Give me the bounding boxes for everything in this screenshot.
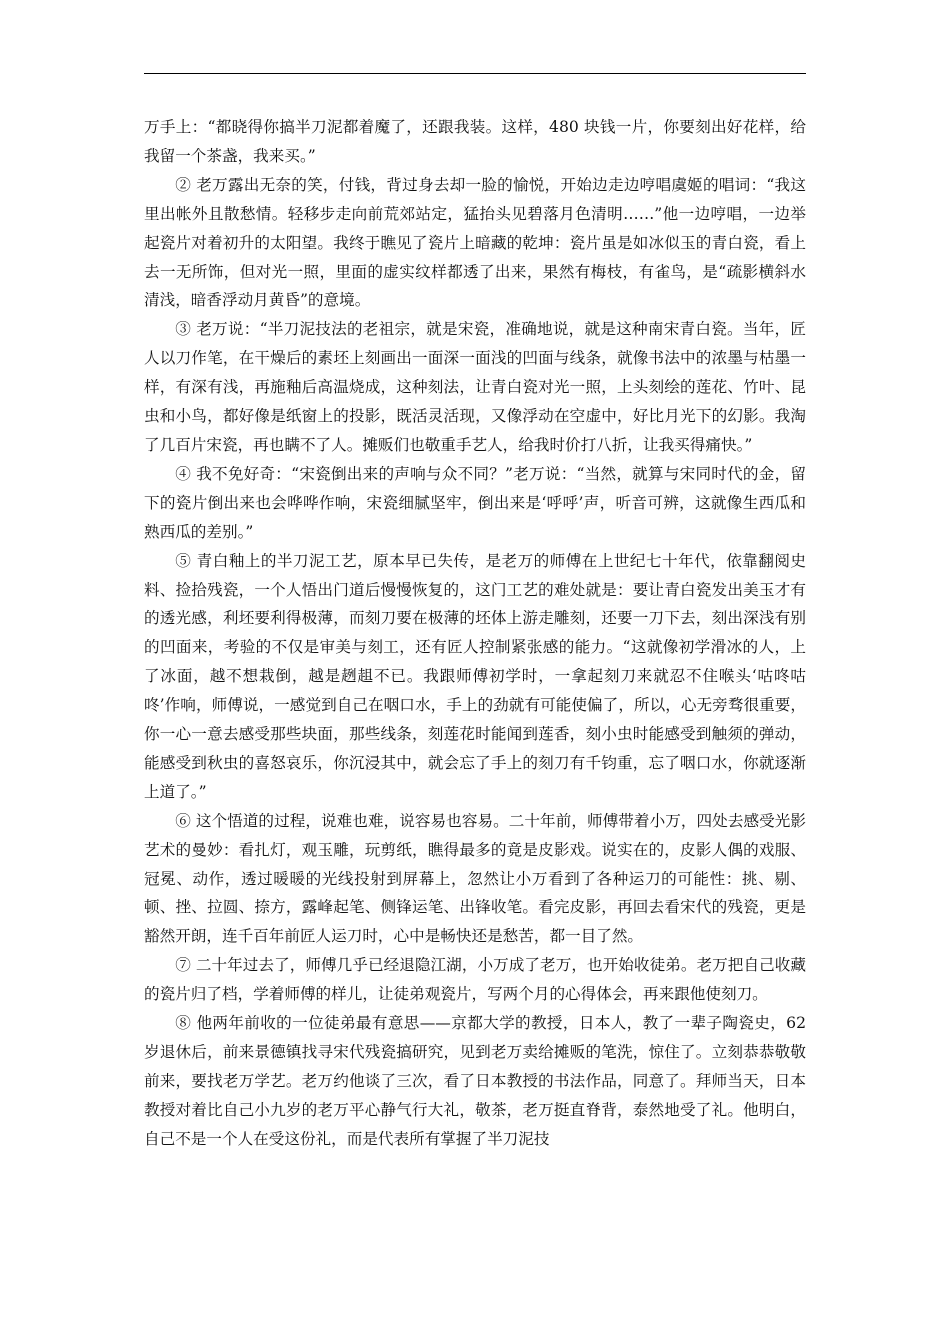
paragraph-5: ⑤ 青白釉上的半刀泥工艺，原本早已失传，是老万的师傅在上世纪七十年代，依靠翻阅史料、捡拾残瓷，一个人悟出门道后慢慢恢复的，这门工艺的难处就是：要让青白瓷发出美玉才有的透光感，利坯要利得极薄，而刻刀要在极薄的坯体上游走雕刻，还要一刀下去，刻出深浅有别的凹面来，考验的不仅是审美与刻工，还有匠人控制紧张感的能力。“这就像初学滑冰的人，上了冰面，越不想栽倒，越是趔趄不已。我跟师傅初学时，一拿起刻刀来就忍不住喉头‘咕咚咕咚’作响，师傅说，一感觉到自己在咽口水，手上的劲就有可能使偏了，所以，心无旁骛很重要，你一心一意去感受那些块面，那些线条，刻莲花时能闻到莲香，刻小虫时能感受到触须的弹动，能感受到秋虫的喜怒哀乐，你沉浸其中，就会忘了手上的刻刀有千钧重，忘了咽口水，你就逐渐上道了。” — [144, 551, 806, 801]
paragraph-3: ③ 老万说：“半刀泥技法的老祖宗，就是宋瓷，准确地说，就是这种南宋青白瓷。当年，匠人以刀作笔，在干燥后的素坯上刻画出一面深一面浅的凹面与线条，就像书法中的浓墨与枯墨一样，有深有浅，再施釉后高温烧成，这种刻法，让青白瓷对光一照，上头刻绘的莲花、竹叶、昆虫和小鸟，都好像是纸窗上的投影，既活灵活现，又像浮动在空虚中，好比月光下的幻影。我淘了几百片宋瓷，再也瞒不了人。摊贩们也敬重手艺人，给我时价打八折，让我买得痛快。” — [144, 320, 806, 454]
paragraph-2: ② 老万露出无奈的笑，付钱，背过身去却一脸的愉悦，开始边走边哼唱虞姬的唱词：“我这里出帐外且散愁情。轻移步走向前荒郊站定，猛抬头见碧落月色清明……”他一边哼唱，一边举起瓷片对着初升的太阳望。我终于瞧见了瓷片上暗藏的乾坤：瓷片虽是如冰似玉的青白瓷，看上去一无所饰，但对光一照，里面的虚实纹样都透了出来，果然有梅枝，有雀鸟，是“疏影横斜水清浅，暗香浮动月黄昏”的意境。 — [144, 175, 806, 310]
header-rule — [144, 73, 806, 74]
paragraph-7: ⑦ 二十年过去了，师傅几乎已经退隐江湖，小万成了老万，也开始收徒弟。老万把自己收藏的瓷片归了档，学着师傅的样儿，让徒弟观瓷片，写两个月的心得体会，再来跟他使刻刀。 — [144, 956, 806, 1004]
paragraph-continuation: 万手上：“都晓得你搞半刀泥都着魔了，还跟我装。这样，480 块钱一片，你要刻出好花样，给我留一个茶盏，我来买。” — [144, 118, 806, 165]
article-body — [144, 113, 806, 1154]
paragraph-6: ⑥ 这个悟道的过程，说难也难，说容易也容易。二十年前，师傅带着小万，四处去感受光影艺术的曼妙：看扎灯，观玉雕，玩剪纸，瞧得最多的竟是皮影戏。说实在的，皮影人偶的戏服、冠冕、动作，透过暖暖的光线投射到屏幕上，忽然让小万看到了各种运刀的可能性：挑、剔、顿、挫、拉圆、捺方，露峰起笔、侧锋运笔、出锋收笔。看完皮影，再回去看宋代的残瓷，更是豁然开朗，连千百年前匠人运刀时，心中是畅快还是愁苦，都一目了然。 — [144, 811, 806, 946]
paragraph-4: ④ 我不免好奇：“宋瓷倒出来的声响与众不同？”老万说：“当然，就算与宋同时代的金，留下的瓷片倒出来也会哗哗作响，宋瓷细腻坚牢，倒出来是‘呼呼’声，听音可辨，这就像生西瓜和熟西瓜的差别。” — [144, 464, 806, 541]
paragraph-8: ⑧ 他两年前收的一位徒弟最有意思——京都大学的教授，日本人，教了一辈子陶瓷史，62 岁退休后，前来景德镇找寻宋代残瓷搞研究，见到老万卖给摊贩的笔洗，惊住了。立刻恭恭敬敬前来，要找老万学艺。老万约他谈了三次，看了日本教授的书法作品，同意了。拜师当天，日本教授对着比自己小九岁的老万平心静气行大礼，敬茶，老万挺直脊背，泰然地受了礼。他明白，自己不是一个人在受这份礼，而是代表所有掌握了半刀泥技 — [144, 1014, 806, 1148]
